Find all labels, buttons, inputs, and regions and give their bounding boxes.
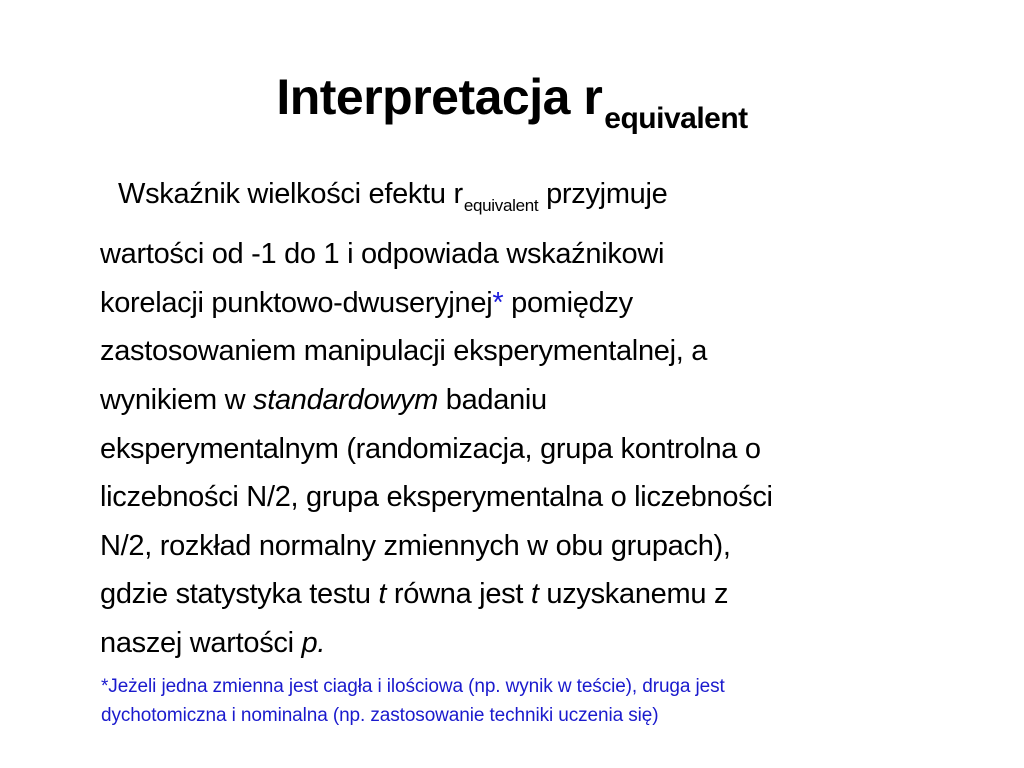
slide-body — [100, 170, 980, 668]
body-text: uzyskanemu z — [538, 578, 729, 611]
body-italic: t — [530, 578, 539, 611]
body-text: wynikiem w — [100, 384, 253, 417]
body-line-1 — [100, 170, 980, 230]
body-line-4: zastosowaniem manipulacji eksperymentalnej, a — [100, 335, 708, 368]
body-text: gdzie statystyka testu — [100, 578, 379, 611]
footnote-marker: * — [492, 286, 504, 319]
body-text: naszej wartości — [100, 626, 302, 659]
body-line-7: liczebności N/2, grupa eksperymentalna o liczebności — [100, 481, 773, 514]
body-line-8: N/2, rozkład normalny zmiennych w obu grupach), — [100, 529, 731, 562]
body-line-6: eksperymentalnym (randomizacja, grupa kontrolna o — [100, 432, 761, 465]
title-subscript: equivalent — [604, 101, 748, 135]
footnote-line-1: *Jeżeli jedna zmienna jest ciagła i ilościowa (np. wynik w teście), druga jest — [101, 676, 725, 697]
body-text: badaniu — [438, 384, 547, 417]
body-italic: standardowym — [253, 384, 438, 417]
body-text: równa jest — [386, 578, 531, 611]
body-italic: p. — [301, 626, 326, 659]
body-text: przyjmuje — [538, 178, 668, 210]
body-text: Wskaźnik wielkości efektu r — [118, 178, 463, 210]
body-line-5 — [100, 376, 980, 425]
body-line-3 — [100, 279, 980, 328]
body-line-9 — [100, 570, 980, 619]
footnote — [101, 672, 1001, 730]
body-line-2: wartości od -1 do 1 i odpowiada wskaźnikowi — [100, 238, 665, 271]
body-text: korelacji punktowo-dwuseryjnej — [100, 286, 493, 319]
body-subscript: equivalent — [463, 195, 539, 215]
slide-title — [0, 62, 1024, 154]
body-italic: t — [378, 578, 387, 611]
body-text: pomiędzy — [503, 286, 633, 319]
title-main: Interpretacja r — [276, 69, 603, 125]
body-line-10 — [100, 619, 980, 668]
footnote-line-2: dychotomiczna i nominalna (np. zastosowanie techniki uczenia się) — [101, 705, 659, 726]
